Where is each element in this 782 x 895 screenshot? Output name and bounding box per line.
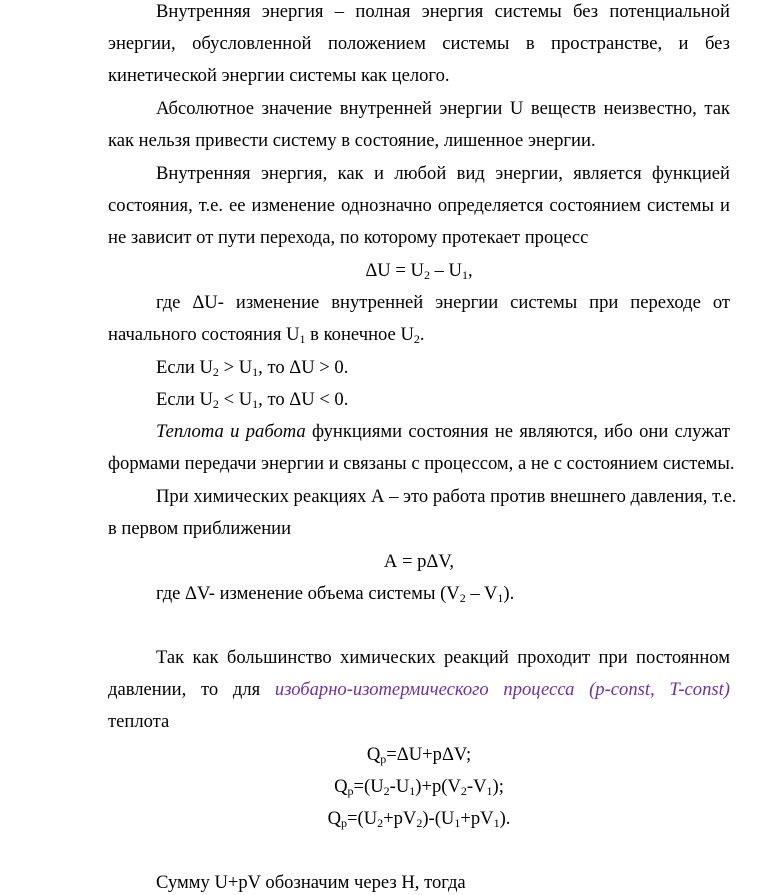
paragraph-delta-v-definition: где ΔV- изменение объема системы $(V_2 - V_1)$.	[156, 583, 515, 605]
condition-negative: Если $U_2 < U_1$, то ΔU < 0.	[156, 389, 349, 411]
equation-work: А = pΔV,	[383, 551, 455, 572]
paragraph-chemical-reactions-line-2: в первом приближении	[108, 518, 292, 539]
equation-qp-2: $Q_p=(U_2-U_1)+p(V_2-V_1)$;	[334, 776, 504, 798]
paragraph-absolute-value-line-1: Абсолютное значение внутренней энергии U веществ неизвестно, так	[156, 98, 730, 119]
paragraph-isobaric-line-3: теплота	[108, 711, 170, 732]
paragraph-internal-energy-line-1: Внутренняя энергия – полная энергия системы без потенциальной	[156, 1, 730, 22]
paragraph-isobaric-line-1: Так как большинство химических реакций проходит при постоянном	[156, 647, 730, 668]
paragraph-heat-work-line-1: Теплота и работа функциями состояния не являются, ибо они служат	[156, 421, 730, 442]
isobaric-process-highlight: изобарно-изотермического процесса (p-const, T-const)	[274, 679, 730, 700]
equation-qp-1: $Q_p=\Delta U+p\Delta V$;	[366, 744, 472, 766]
paragraph-heat-work-line-2: формами передачи энергии и связаны с процессом, а не с состоянием системы.	[108, 453, 735, 474]
paragraph-absolute-value-line-2: как нельзя привести систему в состояние, лишенное энергии.	[108, 130, 596, 151]
paragraph-delta-u-definition-line-2: начального состояния $U_1$ в конечное $U_2$.	[108, 324, 425, 346]
equation-delta-u: $\Delta U = U_2 - U_1$,	[365, 260, 473, 282]
paragraph-delta-u-definition-line-1: где ΔU- изменение внутренней энергии системы при переходе от	[156, 292, 730, 313]
paragraph-isobaric-line-2: давлении, то для изобарно-изотермического процесса (p-const, T-const)	[108, 679, 730, 700]
paragraph-state-function-line-3: не зависит от пути перехода, по которому протекает процесс	[108, 227, 589, 248]
paragraph-state-function-line-1: Внутренняя энергия, как и любой вид энергии, является функцией	[156, 163, 730, 184]
italic-heat-work: Теплота и работа	[156, 421, 306, 442]
paragraph-internal-energy-line-3: кинетической энергии системы как целого.	[108, 65, 450, 86]
paragraph-chemical-reactions-line-1: При химических реакциях А – это работа против внешнего давления, т.е.	[156, 486, 737, 507]
equation-qp-3: $Q_p=(U_2+pV_2)-(U_1+pV_1)$.	[327, 808, 511, 830]
paragraph-internal-energy-line-2: энергии, обусловленной положением системы в пространстве, и без	[108, 33, 730, 54]
paragraph-enthalpy-intro: Сумму U+pV обозначим через Н, тогда	[156, 872, 466, 893]
paragraph-state-function-line-2: состояния, т.е. ее изменение однозначно определяется состоянием системы и	[108, 195, 730, 216]
condition-positive: Если $U_2 > U_1$, то ΔU > 0.	[156, 357, 349, 379]
